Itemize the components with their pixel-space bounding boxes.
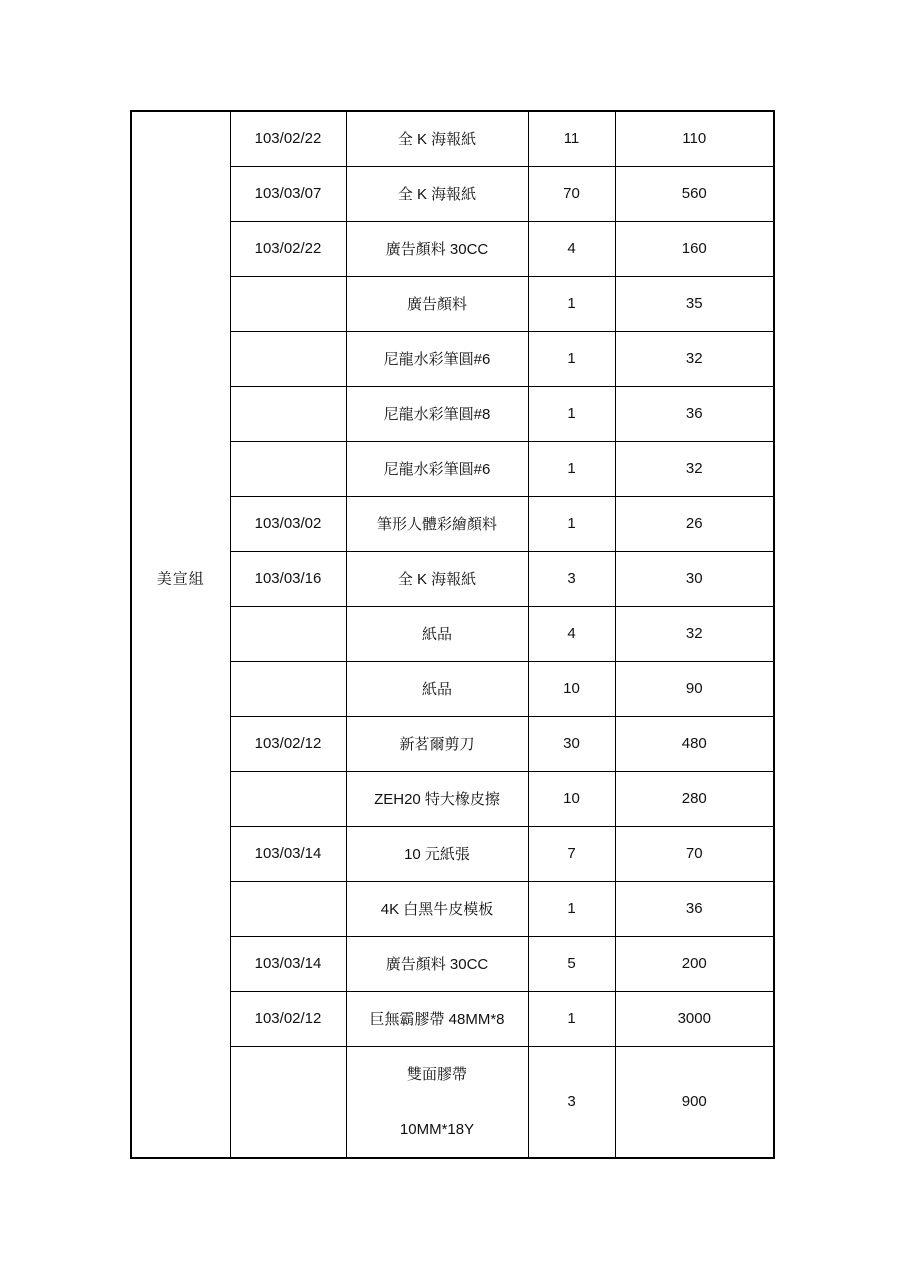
date-cell	[230, 606, 346, 661]
amount-cell: 32	[615, 606, 774, 661]
item-cell	[346, 1046, 528, 1158]
amount-cell: 36	[615, 386, 774, 441]
date-cell	[230, 331, 346, 386]
group-label: 美宣組	[156, 570, 205, 588]
amount-cell: 36	[615, 881, 774, 936]
qty-cell: 7	[528, 826, 615, 881]
amount-cell: 110	[615, 111, 774, 166]
date-cell: 103/03/02	[230, 496, 346, 551]
group-cell	[131, 111, 230, 1158]
qty-cell: 1	[528, 441, 615, 496]
qty-cell: 10	[528, 771, 615, 826]
item-cell: 尼龍水彩筆圓#6	[346, 441, 528, 496]
amount-cell: 480	[615, 716, 774, 771]
qty-cell: 11	[528, 111, 615, 166]
amount-cell: 560	[615, 166, 774, 221]
item-cell: 全 K 海報紙	[346, 111, 528, 166]
date-cell	[230, 441, 346, 496]
item-cell: 巨無霸膠帶 48MM*8	[346, 991, 528, 1046]
item-cell: 10 元紙張	[346, 826, 528, 881]
amount-cell: 3000	[615, 991, 774, 1046]
amount-cell: 32	[615, 331, 774, 386]
item-cell: 全 K 海報紙	[346, 551, 528, 606]
amount-cell: 280	[615, 771, 774, 826]
item-cell: 筆形人體彩繪顏料	[346, 496, 528, 551]
amount-cell: 32	[615, 441, 774, 496]
qty-cell: 5	[528, 936, 615, 991]
qty-cell: 4	[528, 221, 615, 276]
date-cell	[230, 386, 346, 441]
item-cell: 廣告顏料 30CC	[346, 221, 528, 276]
qty-cell: 1	[528, 331, 615, 386]
date-cell: 103/02/12	[230, 991, 346, 1046]
amount-cell: 35	[615, 276, 774, 331]
item-cell: 紙品	[346, 606, 528, 661]
expense-table	[130, 110, 775, 1159]
qty-cell: 1	[528, 496, 615, 551]
item-cell: 尼龍水彩筆圓#8	[346, 386, 528, 441]
date-cell: 103/03/07	[230, 166, 346, 221]
qty-cell: 1	[528, 276, 615, 331]
item-cell: 廣告顏料	[346, 276, 528, 331]
table-row	[131, 111, 774, 166]
amount-cell: 30	[615, 551, 774, 606]
item-line-2: 10MM*18Y	[399, 1120, 475, 1138]
qty-cell: 10	[528, 661, 615, 716]
date-cell: 103/02/22	[230, 221, 346, 276]
qty-cell: 1	[528, 386, 615, 441]
amount-cell: 200	[615, 936, 774, 991]
date-cell: 103/03/14	[230, 826, 346, 881]
date-cell	[230, 771, 346, 826]
qty-cell: 4	[528, 606, 615, 661]
qty-cell: 30	[528, 716, 615, 771]
date-cell	[230, 661, 346, 716]
date-cell	[230, 276, 346, 331]
qty-cell: 1	[528, 991, 615, 1046]
amount-cell: 70	[615, 826, 774, 881]
item-cell: ZEH20 特大橡皮擦	[346, 771, 528, 826]
amount-cell: 90	[615, 661, 774, 716]
item-line-1: 雙面膠帶	[406, 1065, 467, 1083]
qty-cell: 3	[528, 551, 615, 606]
amount-cell: 26	[615, 496, 774, 551]
date-cell: 103/03/16	[230, 551, 346, 606]
date-cell	[230, 1046, 346, 1158]
qty-cell: 70	[528, 166, 615, 221]
amount-cell: 900	[615, 1046, 774, 1158]
qty-cell: 1	[528, 881, 615, 936]
date-cell: 103/03/14	[230, 936, 346, 991]
item-cell: 紙品	[346, 661, 528, 716]
item-cell: 全 K 海報紙	[346, 166, 528, 221]
item-cell: 4K 白黑牛皮模板	[346, 881, 528, 936]
item-cell: 廣告顏料 30CC	[346, 936, 528, 991]
amount-cell: 160	[615, 221, 774, 276]
date-cell: 103/02/12	[230, 716, 346, 771]
date-cell: 103/02/22	[230, 111, 346, 166]
date-cell	[230, 881, 346, 936]
qty-cell: 3	[528, 1046, 615, 1158]
item-cell: 新茗爾剪刀	[346, 716, 528, 771]
item-cell: 尼龍水彩筆圓#6	[346, 331, 528, 386]
expense-table-container	[130, 110, 775, 1159]
